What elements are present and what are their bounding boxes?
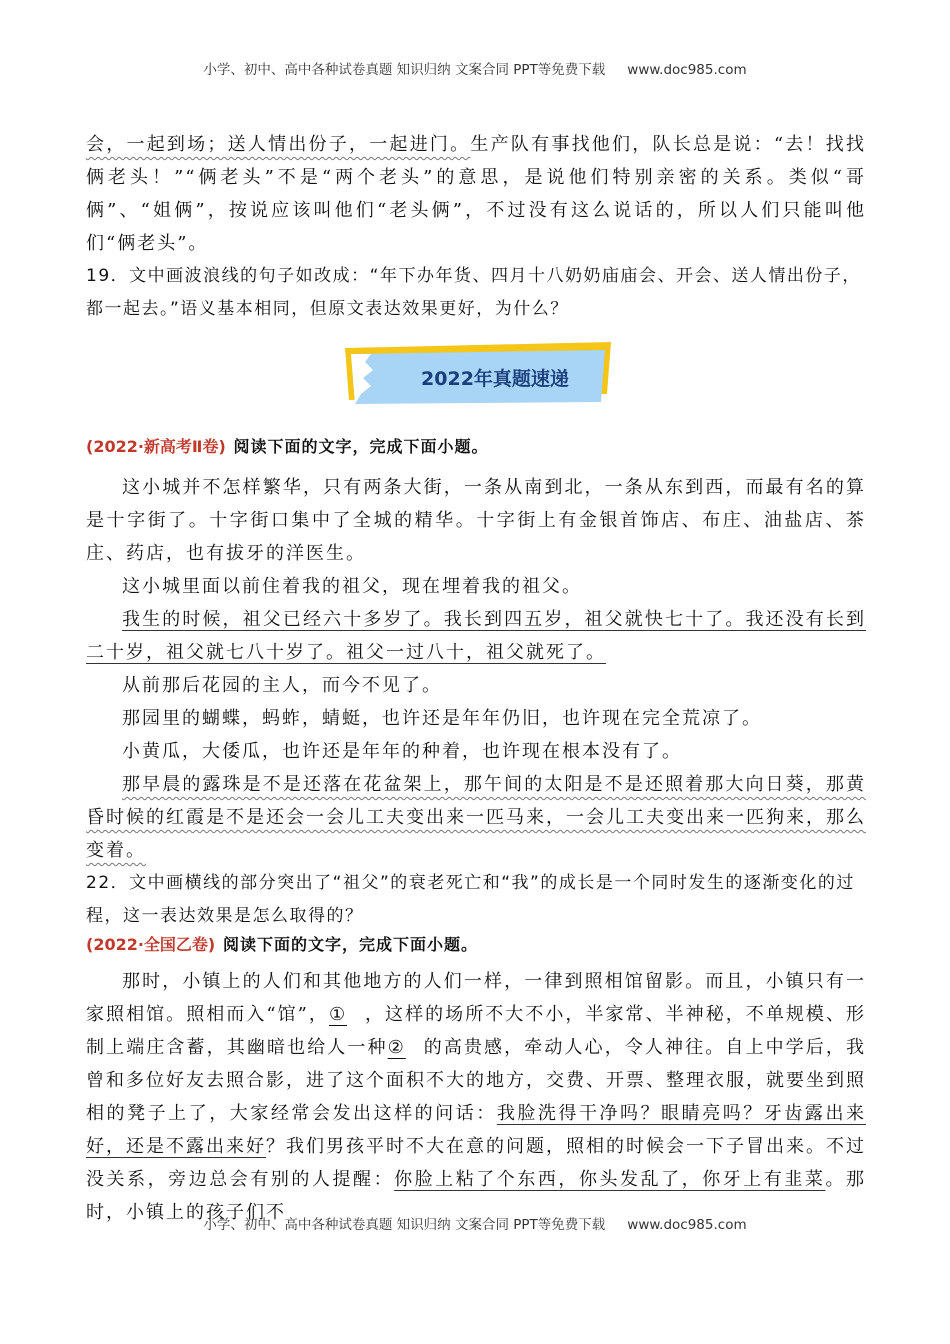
source-line-2 — [86, 928, 866, 961]
part1 — [86, 128, 866, 326]
instruction: 阅读下面的文字，完成下面小题。 — [233, 437, 489, 456]
paragraph-wavy — [86, 768, 866, 867]
underlined-text: 你脸上粘了个东西，你头发乱了，你牙上有韭菜 — [394, 1169, 826, 1190]
paragraph: 小黄瓜，大倭瓜，也许还是年年的种着，也许现在根本没有了。 — [122, 741, 682, 762]
section-2022-quanguoyi — [86, 928, 866, 1229]
paragraph: 这小城并不怎样繁华，只有两条大街，一条从南到北，一条从东到西，而最有名的算是十字街了。十字街口集中了全城的精华。十字街上有金银首饰店、布庄、油盐店、茶庄、药店，也有拔牙的洋医生。 — [86, 477, 866, 564]
question-22: 22．文中画横线的部分突出了“祖父”的衰老死亡和“我”的成长是一个同时发生的逐渐变化的过程，这一表达效果是怎么取得的？ — [86, 873, 855, 926]
section-banner — [343, 342, 613, 404]
source-label: (2022·新高考Ⅱ卷) — [86, 437, 226, 456]
underlined-text: 我脸洗得干净吗？眼睛亮吗？牙齿露出来好，还是不露出来好 — [86, 1103, 867, 1157]
blank-2: ② — [387, 1037, 406, 1058]
passage-end — [86, 128, 866, 260]
paragraph: 从前那后花园的主人，而今不见了。 — [122, 675, 442, 696]
banner-title: 2022年真题速递 — [421, 368, 569, 390]
page-footer — [0, 1213, 950, 1233]
blank-1: ① — [328, 1004, 348, 1025]
source-line-1 — [86, 430, 866, 463]
paragraph: 这小城里面以前住着我的祖父，现在埋着我的祖父。 — [122, 576, 582, 597]
wavy-text: 那早晨的露珠是不是还落在花盆架上，那午间的太阳是不是还照着那大向日葵，那黄昏时候的红霞是不是还会一会儿工夫变出来一匹马来，一会儿工夫变出来一匹狗来，那么变着。 — [86, 774, 866, 861]
text: 那时，小镇上的人们和其他地方的人们一样，一律到照相馆留影。而且，小镇只有一家照相馆。照相而入“馆”， — [86, 971, 866, 1025]
passage-paragraph — [86, 965, 866, 1229]
text: 的高贵感，牵动人心，令人神往。自上中学后，我曾和多位好友去照合影，进了这个面积不大的地方，交费、开票、整理衣服，就要坐到照相的凳子上了，大家经常会发出这样的问话： — [86, 1037, 867, 1124]
instruction: 阅读下面的文字，完成下面小题。 — [222, 935, 478, 954]
header-site[interactable]: www.doc985.com — [627, 62, 747, 78]
passage-text: 生产队有事找他们，队长总是说：“去！找找俩老头！”“俩老头”不是“两个老头”的意思，是说他们特别亲密的关系。类似“哥俩”、“姐俩”，按说应该叫他们“老头俩”，不过没有这么说话的，所以人们只能叫他们“俩老头”。 — [86, 134, 867, 254]
section-2022-xingaokao — [86, 430, 866, 933]
footer-text: 小学、初中、高中各种试卷真题 知识归纳 文案合同 PPT等免费下载 — [203, 1217, 606, 1233]
question-19: 19．文中画波浪线的句子如改成：“年下办年货、四月十八奶奶庙庙会、开会、送人情出份子，都一起去。”语义基本相同，但原文表达效果更好，为什么？ — [86, 266, 861, 319]
text: ？我们男孩平时不大在意的问题，照相的时候会一下子冒出来。不过没关系，旁边总会有别的人提醒： — [86, 1136, 866, 1190]
text: 。那时，小镇上的孩子们不 — [86, 1169, 867, 1223]
header-text: 小学、初中、高中各种试卷真题 知识归纳 文案合同 PPT等免费下载 — [203, 62, 606, 78]
source-label: (2022·全国乙卷) — [86, 935, 216, 954]
paragraph-underlined — [86, 603, 866, 669]
text: ，这样的场所不大不小，半家常、半神秘，不单规模、形制上端庄含蓄，其幽暗也给人一种 — [86, 1004, 866, 1058]
wavy-sentence: 会，一起到场；送人情出份子，一起进门。 — [86, 134, 471, 155]
footer-site[interactable]: www.doc985.com — [627, 1217, 747, 1233]
page-header — [0, 58, 950, 78]
paragraph: 那园里的蝴蝶，蚂蚱，蜻蜓，也许还是年年仍旧，也许现在完全荒凉了。 — [122, 708, 762, 729]
underlined-text: 我生的时候，祖父已经六十多岁了。我长到四五岁，祖父就快七十了。我还没有长到二十岁，祖父就七八十岁了。祖父一过八十，祖父就死了。 — [86, 609, 866, 663]
